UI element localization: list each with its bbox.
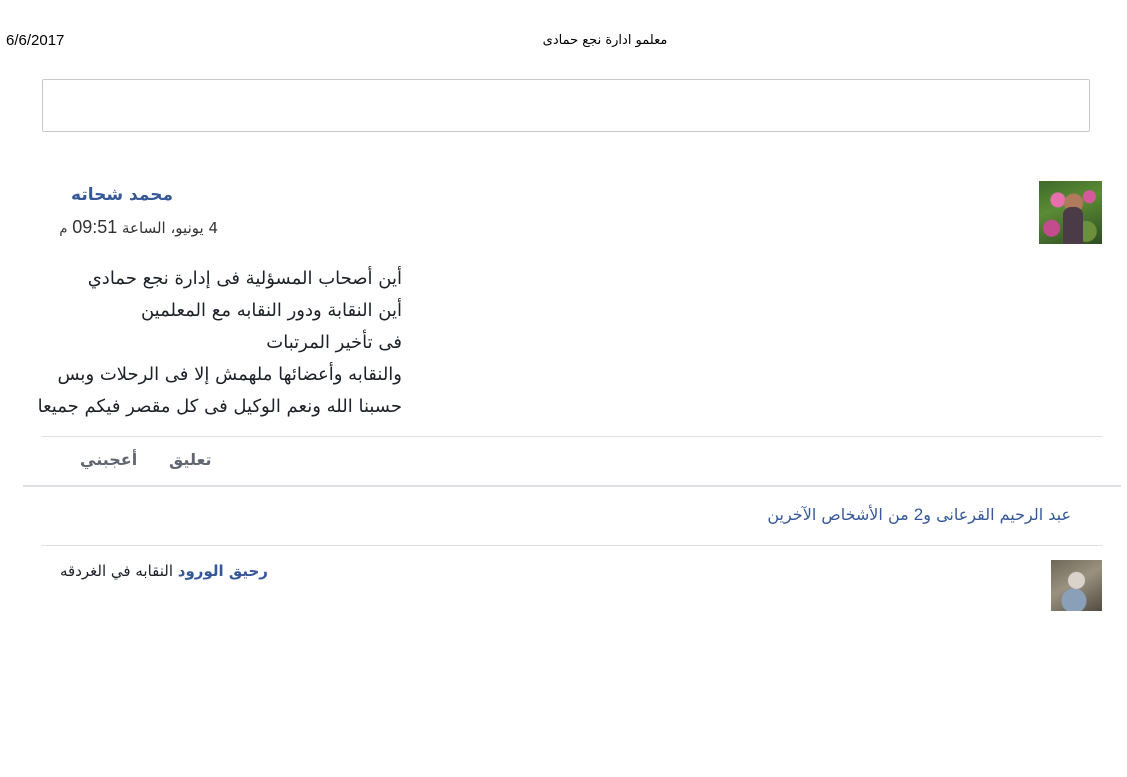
print-date: 6/6/2017 bbox=[6, 32, 65, 49]
post-timestamp[interactable] bbox=[59, 217, 218, 238]
comment-author[interactable]: رحيق الورود bbox=[177, 562, 268, 580]
post-line: أين النقابة ودور النقابه مع المعلمين bbox=[140, 300, 402, 321]
post-line: أين أصحاب المسؤلية فى إدارة نجع حمادي bbox=[87, 268, 402, 289]
comment-item bbox=[60, 562, 268, 580]
comment-button[interactable]: تعليق bbox=[169, 450, 212, 469]
divider bbox=[23, 485, 1121, 487]
author-avatar[interactable] bbox=[1039, 181, 1102, 244]
like-button[interactable]: أعجبني bbox=[80, 450, 138, 469]
divider bbox=[42, 436, 1102, 437]
post-author-name[interactable]: محمد شحاته bbox=[71, 185, 173, 205]
avatar-figure bbox=[1063, 207, 1083, 244]
post-body bbox=[38, 263, 402, 423]
print-page-title: معلمو ادارة نجع حمادى bbox=[542, 33, 668, 48]
commenter-avatar[interactable] bbox=[1051, 560, 1102, 611]
composer-box[interactable] bbox=[42, 79, 1090, 132]
likers-suffix: من الأشخاص الآخرين bbox=[767, 505, 914, 524]
post-line: والنقابه وأعضائها ملهمش إلا فى الرحلات وبس bbox=[57, 364, 402, 385]
comment-text: النقابه في الغردقه bbox=[60, 562, 173, 580]
likers-summary[interactable] bbox=[767, 505, 1071, 525]
timestamp-ampm: م bbox=[59, 222, 68, 237]
post-line: فى تأخير المرتبات bbox=[266, 332, 402, 353]
timestamp-date: 4 يونيو، الساعة bbox=[122, 219, 218, 237]
divider bbox=[42, 545, 1102, 546]
likers-prefix: عبد الرحيم القرعانى و bbox=[923, 505, 1071, 524]
post-line: حسبنا الله ونعم الوكيل فى كل مقصر فيكم جميعا bbox=[37, 396, 402, 417]
timestamp-time: 09:51 bbox=[72, 217, 118, 237]
likers-count: 2 bbox=[913, 505, 924, 524]
